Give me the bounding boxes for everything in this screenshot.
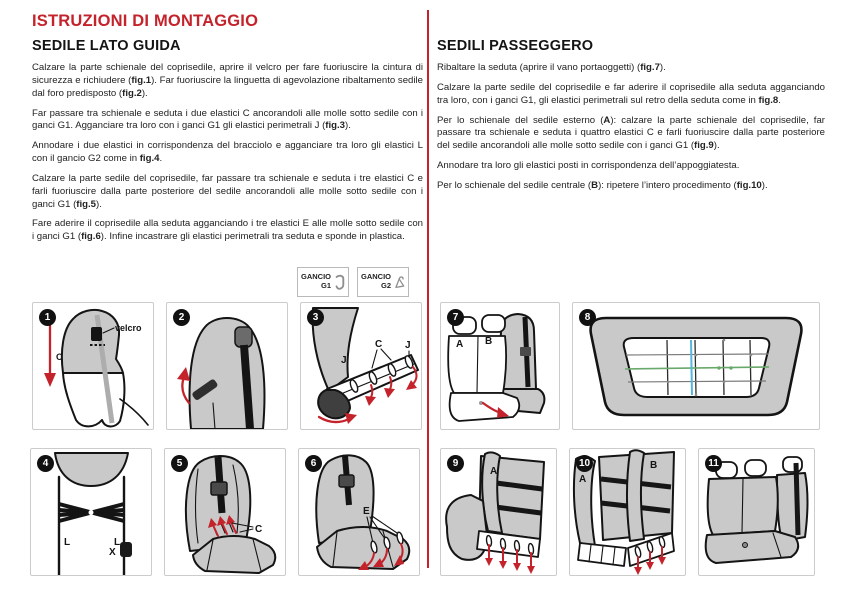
figure-5-badge: 5 <box>171 455 188 472</box>
figure-panel-10 <box>569 448 686 576</box>
instruction-paragraph: Per lo schienale del sedile centrale (B): ripetere l’intero procedimento (fig.10). <box>437 179 768 191</box>
label-x: X <box>109 547 116 558</box>
left-column <box>32 12 423 251</box>
figure-2-badge: 2 <box>173 309 190 326</box>
hook-legend <box>297 267 409 297</box>
label-e: E <box>363 506 370 517</box>
label-a: A <box>579 474 587 485</box>
label-j-right: J <box>405 340 411 351</box>
instruction-paragraph: Far passare tra schienale e seduta i due elastici C ancorandoli alle molle sotto sedile con i ganci G1. Agganciare tra loro con i ganci G1 gli elastici perimetrali J (fig.3). <box>32 107 423 132</box>
figure-panel-5 <box>164 448 286 576</box>
instruction-paragraph: Calzare la parte sedile del coprisedile, far passare tra schienale e seduta i tre elastici C e farli fuoriuscire dalla parte posteriore del sedile ancorandoli alle molle sotto sedile con i ganci G1 (fig.5). <box>32 172 423 210</box>
figure-1-badge: 1 <box>39 309 56 326</box>
hook-box-g2 <box>357 267 409 297</box>
label-b: B <box>650 460 658 471</box>
figure-3-badge: 3 <box>307 309 324 326</box>
figure-8-badge: 8 <box>579 309 596 326</box>
figure-panel-4 <box>30 448 152 576</box>
page-title: ISTRUZIONI DI MONTAGGIO <box>32 12 259 30</box>
figure-panel-2 <box>166 302 288 430</box>
label-c: C <box>255 524 263 535</box>
hook-g1-icon <box>334 272 345 293</box>
label-c: C <box>375 339 383 350</box>
figure-panel-1 <box>32 302 154 430</box>
instruction-paragraph: Calzare la parte sedile del coprisedile e far aderire il coprisedile alla seduta agganciando tra loro, con i ganci G1, gli elastici perimetrali sul retro della seduta come in fig.8. <box>437 81 825 106</box>
figure-panel-9 <box>440 448 557 576</box>
seat-illustration-fig8 <box>573 303 819 429</box>
figure-6-badge: 6 <box>305 455 322 472</box>
column-divider <box>427 10 429 568</box>
label-a: A <box>456 339 464 350</box>
figure-panel-6 <box>298 448 420 576</box>
instruction-paragraph: Per lo schienale del sedile esterno (A): calzare la parte schienale del coprisedile, far passare tra schienale e seduta i quattro elastici C e farli fuoriuscire dalla parte posteriore del sedile ancorandoli alle molle sotto sedile con i ganci G1 (fig.9). <box>437 114 825 152</box>
hook-g2-icon <box>394 272 405 293</box>
left-section-heading: SEDILE LATO GUIDA <box>32 38 181 54</box>
figure-panel-11 <box>698 448 815 576</box>
label-l-right: L <box>114 537 121 548</box>
instruction-paragraph: Calzare la parte schienale del coprisedile, aprire il velcro per fare fuoriuscire la cintura di sicurezza e richiudere (fig.1). Far fuoriuscire la linguetta di agevolazione ribaltamento sedile dal foro predisposto (fig.2). <box>32 62 423 99</box>
figure-11-badge: 11 <box>705 455 722 472</box>
instruction-paragraph: Fare aderire il coprisedile alla seduta agganciando i tre elastici E alle molle sotto sedile con i ganci G1 (fig.6). Infine incastrare gli elastici perimetrali tra seduta e sponde in plastica. <box>32 218 423 243</box>
label-a: A <box>490 466 498 477</box>
instruction-paragraph: Annodare tra loro gli elastici posti in corrispondenza dell’appoggiatesta. <box>437 160 740 172</box>
label-l-left: L <box>64 537 71 548</box>
hook-box-g1 <box>297 267 349 297</box>
figure-panel-7 <box>440 302 560 430</box>
right-column <box>437 38 825 200</box>
figure-4-badge: 4 <box>37 455 54 472</box>
label-o: O <box>56 352 64 362</box>
label-b: B <box>485 336 493 347</box>
instruction-paragraph: Annodare i due elastici in corrispondenza del bracciolo e agganciare tra loro gli elastici L con il gancio G2 come in fig.4. <box>32 140 423 165</box>
hook-box-g1-label: GANCIO G1 <box>301 272 331 290</box>
figure-panel-3 <box>300 302 422 430</box>
instruction-paragraph: Ribaltare la seduta (aprire il vano portaoggetti) (fig.7). <box>437 62 666 73</box>
label-velcro: velcro <box>115 323 142 333</box>
label-j-left: J <box>341 355 347 366</box>
figure-10-badge: 10 <box>576 455 593 472</box>
hook-box-g2-label: GANCIO G2 <box>361 272 391 290</box>
right-section-heading: SEDILI PASSEGGERO <box>437 38 594 54</box>
figure-panel-8 <box>572 302 820 430</box>
figure-9-badge: 9 <box>447 455 464 472</box>
figure-7-badge: 7 <box>447 309 464 326</box>
